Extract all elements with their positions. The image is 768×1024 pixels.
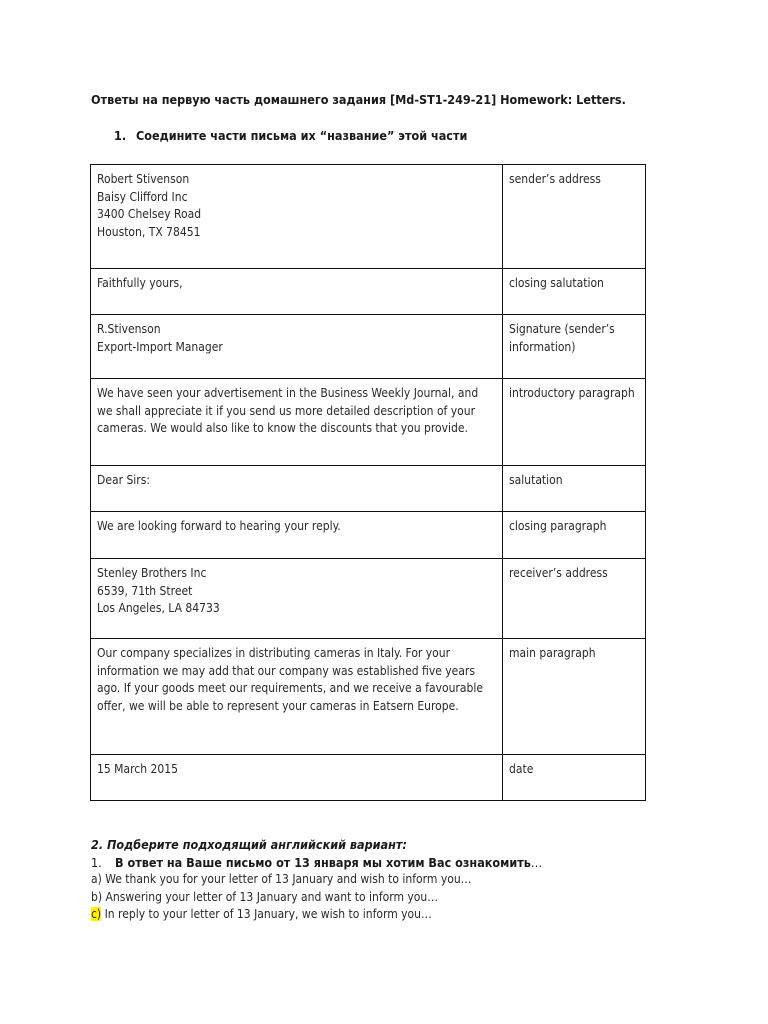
letter-part-cell: Dear Sirs: (91, 466, 503, 512)
task1-number: 1. (114, 128, 127, 143)
letter-part-cell: R.Stivenson Export-Import Manager (91, 315, 503, 379)
task2-item-ellipsis: … (530, 854, 543, 870)
table-row (91, 639, 646, 755)
option-marker: a) (91, 872, 102, 886)
task2-item-text: В ответ на Ваше письмо от 13 января мы хотим Вас ознакомить (115, 854, 531, 870)
table-row (91, 466, 646, 512)
letter-part-cell: Stenley Brothers Inc 6539, 71th Street Los Angeles, LA 84733 (91, 559, 503, 639)
letter-part-cell: Robert Stivenson Baisy Clifford Inc 3400 Chelsey Road Houston, TX 78451 (91, 165, 503, 269)
task2-heading: 2. Подберите подходящий английский вариант: (91, 837, 407, 852)
option-text: In reply to your letter of 13 January, we wish to inform you… (101, 907, 432, 921)
option-b (91, 889, 691, 907)
part-name-cell: closing salutation (503, 269, 646, 315)
letter-part-cell: 15 March 2015 (91, 755, 503, 801)
part-name-cell: sender’s address (503, 165, 646, 269)
option-a (91, 871, 691, 889)
task1-text: Соедините части письма их “название” этой части (136, 128, 468, 143)
task1-heading (114, 128, 467, 143)
table-row (91, 165, 646, 269)
part-name-cell: main paragraph (503, 639, 646, 755)
task2-item (91, 854, 691, 872)
task2-item-number: 1. (91, 854, 102, 870)
table-row (91, 379, 646, 466)
document-title: Ответы на первую часть домашнего задания [Md-ST1-249-21] Homework: Letters. (91, 92, 626, 107)
option-c (91, 906, 691, 924)
part-name-cell: salutation (503, 466, 646, 512)
task2-section (91, 836, 691, 924)
table-row (91, 315, 646, 379)
table-row (91, 755, 646, 801)
part-name-cell: date (503, 755, 646, 801)
letter-part-cell: We are looking forward to hearing your reply. (91, 512, 503, 559)
part-name-cell: closing paragraph (503, 512, 646, 559)
letter-parts-table (90, 164, 646, 801)
part-name-cell: receiver’s address (503, 559, 646, 639)
option-marker-highlighted: c) (91, 907, 102, 921)
option-text: Answering your letter of 13 January and want to inform you… (102, 889, 439, 904)
option-text: We thank you for your letter of 13 January and wish to inform you… (101, 872, 472, 886)
part-name-cell: introductory paragraph (503, 379, 646, 466)
letter-part-cell: Our company specializes in distributing cameras in Italy. For your information we may add that our company was established five years ago. If your goods meet our requirements, and we receive a favourable offer, we will be able to represent your cameras in Eatsern Europe. (91, 639, 503, 755)
table-row (91, 512, 646, 559)
part-name-cell: Signature (sender’s information) (503, 315, 646, 379)
table-row (91, 559, 646, 639)
option-marker: b) (91, 889, 103, 904)
letter-part-cell: We have seen your advertisement in the Business Weekly Journal, and we shall appreciate it if you send us more detailed description of your cameras. We would also like to know the discounts that you provide. (91, 379, 503, 466)
letter-part-cell: Faithfully yours, (91, 269, 503, 315)
table-row (91, 269, 646, 315)
